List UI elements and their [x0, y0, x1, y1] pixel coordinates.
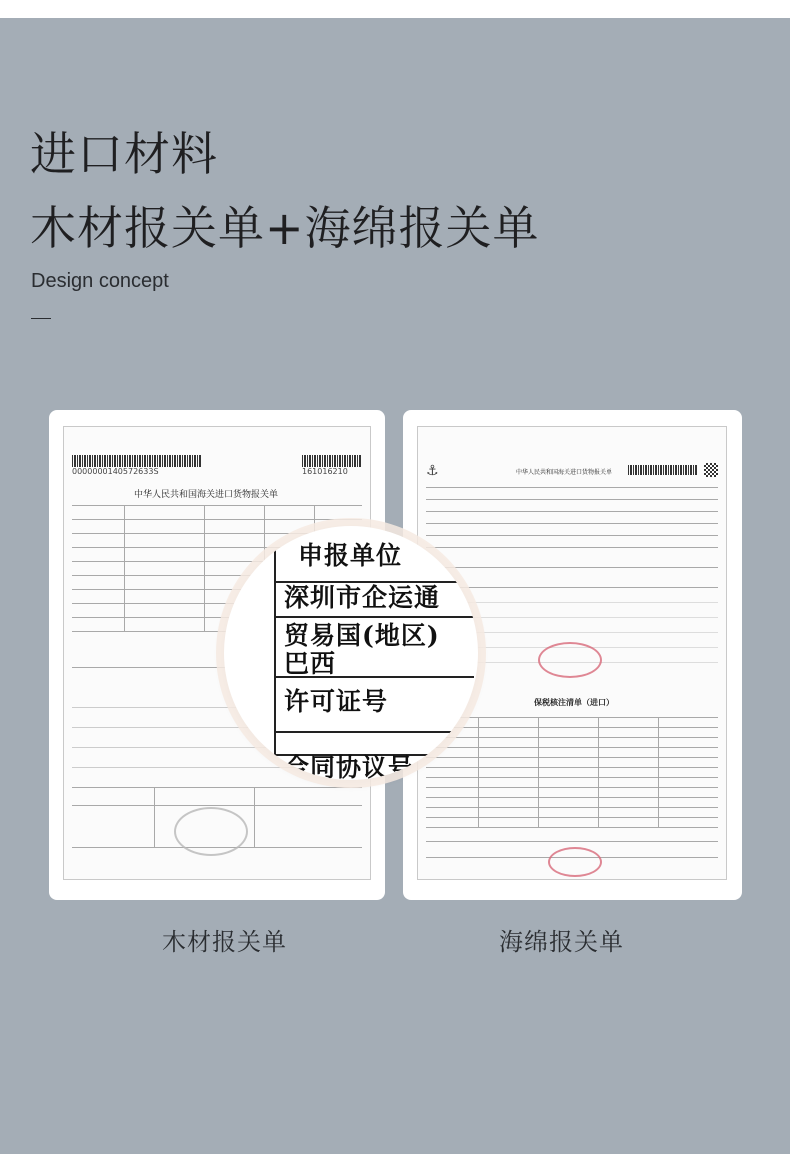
barcode [628, 465, 698, 475]
qr-code-icon [704, 463, 718, 477]
customs-logo-icon: ⚓ [426, 463, 439, 479]
doc-title: 中华人民共和国海关进口货物报关单 [516, 469, 613, 476]
stamp [174, 807, 248, 856]
barcode [72, 455, 202, 467]
wood-declaration-caption: 木材报关单 [162, 928, 287, 956]
doc-title-2: 保税核注清单（进口） [534, 698, 614, 707]
barcode-right [302, 455, 362, 467]
page-title-line1: 进口材料 [30, 127, 218, 181]
doc-title: 中华人民共和国海关进口货物报关单 [134, 490, 279, 500]
zoom-line-2: 深圳市企运通 [284, 583, 441, 612]
zoom-line-5: 许可证号 [284, 687, 389, 716]
red-stamp-2 [548, 847, 602, 877]
zoom-line-4: 巴西 [284, 649, 337, 678]
sponge-declaration-caption: 海绵报关单 [499, 928, 624, 956]
zoom-line-6: 合同协议号 [284, 753, 415, 780]
red-stamp [538, 642, 602, 678]
zoom-line-3: 贸易国(地区) [284, 621, 440, 650]
page-title-line2: 木材报关单+海绵报关单 [30, 201, 540, 255]
barcode-number-right: 161016210 [302, 467, 348, 476]
subtitle: Design concept [31, 270, 169, 292]
divider-dash [31, 318, 51, 319]
barcode-number: 0000000140572633S [72, 467, 159, 476]
magnifier-zoom [224, 526, 478, 780]
zoom-line-1: 申报单位 [298, 541, 403, 570]
